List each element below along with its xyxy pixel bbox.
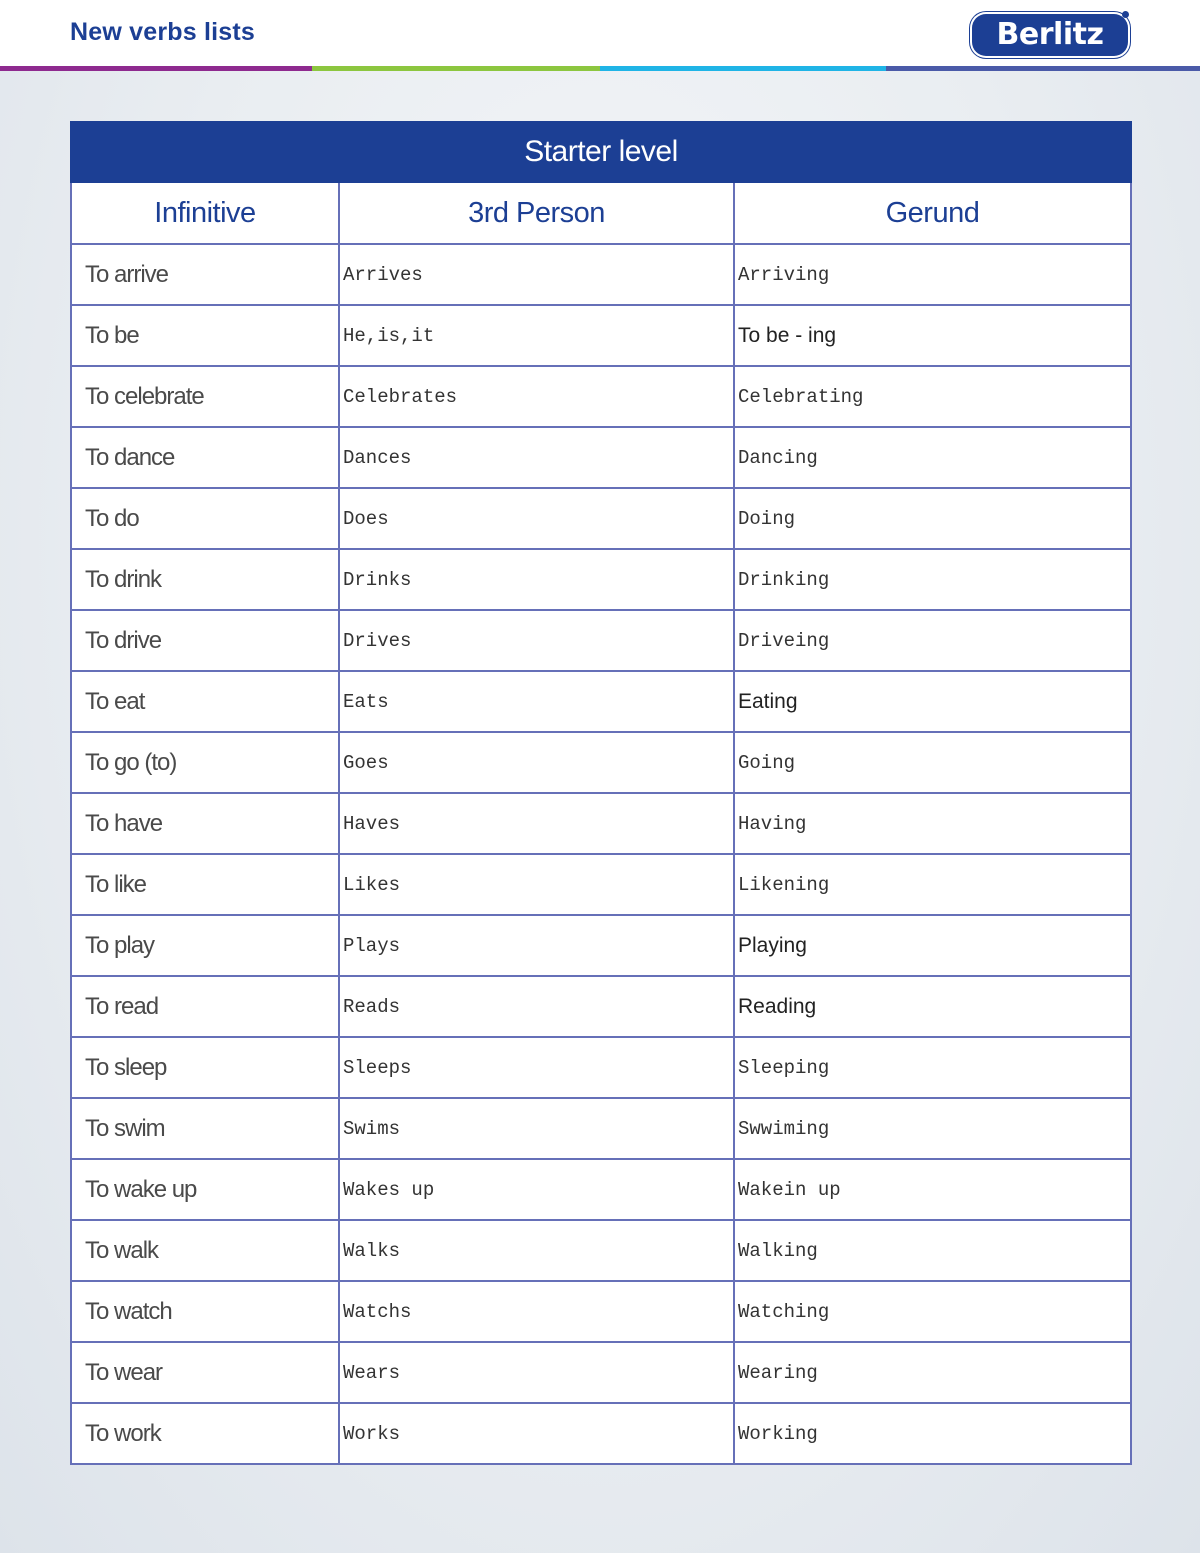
cell-3rd-person: Goes [339,732,734,793]
cell-3rd-person: Drinks [339,549,734,610]
stripe-segment-green [312,66,600,71]
cell-gerund: Going [734,732,1131,793]
verbs-table [70,121,1132,1465]
cell-gerund: Reading [734,976,1131,1037]
cell-gerund: Eating [734,671,1131,732]
cell-gerund: Arriving [734,244,1131,305]
column-header-infinitive: Infinitive [71,182,339,244]
cell-3rd-person: Watchs [339,1281,734,1342]
cell-infinitive: To walk [71,1220,339,1281]
cell-3rd-person: Eats [339,671,734,732]
cell-3rd-person: Sleeps [339,1037,734,1098]
table-row [71,1159,1131,1220]
table-row [71,915,1131,976]
cell-gerund: Working [734,1403,1131,1464]
cell-infinitive: To play [71,915,339,976]
cell-infinitive: To swim [71,1098,339,1159]
cell-infinitive: To wake up [71,1159,339,1220]
cell-gerund: Swwiming [734,1098,1131,1159]
table-row [71,1281,1131,1342]
table-row [71,610,1131,671]
table-row [71,671,1131,732]
cell-infinitive: To read [71,976,339,1037]
cell-infinitive: To have [71,793,339,854]
column-header-gerund: Gerund [734,182,1131,244]
table-row [71,366,1131,427]
table-row [71,305,1131,366]
cell-3rd-person: Arrives [339,244,734,305]
table-row [71,1342,1131,1403]
cell-3rd-person: Walks [339,1220,734,1281]
cell-3rd-person: Wears [339,1342,734,1403]
cell-gerund: Sleeping [734,1037,1131,1098]
cell-infinitive: To be [71,305,339,366]
cell-infinitive: To eat [71,671,339,732]
cell-3rd-person: Reads [339,976,734,1037]
cell-3rd-person: Celebrates [339,366,734,427]
cell-infinitive: To drive [71,610,339,671]
cell-gerund: Celebrating [734,366,1131,427]
column-header-3rd-person: 3rd Person [339,182,734,244]
table-row [71,793,1131,854]
cell-gerund: Having [734,793,1131,854]
table-row [71,1403,1131,1464]
cell-gerund: Walking [734,1220,1131,1281]
berlitz-logo [972,14,1128,56]
registered-mark-icon [1122,11,1129,18]
cell-gerund: Watching [734,1281,1131,1342]
table-row [71,1220,1131,1281]
cell-3rd-person: Does [339,488,734,549]
cell-infinitive: To sleep [71,1037,339,1098]
table-body [71,244,1131,1464]
cell-3rd-person: Likes [339,854,734,915]
cell-infinitive: To arrive [71,244,339,305]
cell-gerund: To be - ing [734,305,1131,366]
cell-3rd-person: Plays [339,915,734,976]
table-row [71,549,1131,610]
cell-infinitive: To celebrate [71,366,339,427]
cell-3rd-person: Works [339,1403,734,1464]
cell-gerund: Drinking [734,549,1131,610]
stripe-segment-blue [886,66,1200,71]
cell-3rd-person: Swims [339,1098,734,1159]
cell-3rd-person: Haves [339,793,734,854]
cell-gerund: Doing [734,488,1131,549]
table-row [71,854,1131,915]
table-row [71,976,1131,1037]
cell-infinitive: To do [71,488,339,549]
cell-infinitive: To dance [71,427,339,488]
header-color-stripe [0,66,1200,71]
cell-infinitive: To like [71,854,339,915]
table-row [71,427,1131,488]
stripe-segment-cyan [600,66,886,71]
cell-3rd-person: Drives [339,610,734,671]
table-row [71,244,1131,305]
table-row [71,732,1131,793]
cell-infinitive: To wear [71,1342,339,1403]
cell-gerund: Dancing [734,427,1131,488]
cell-gerund: Playing [734,915,1131,976]
cell-3rd-person: He,is,it [339,305,734,366]
cell-gerund: Driveing [734,610,1131,671]
logo-text: Berlitz [996,17,1104,52]
table-row [71,1098,1131,1159]
cell-3rd-person: Wakes up [339,1159,734,1220]
page-header [0,0,1200,66]
table-row [71,488,1131,549]
cell-gerund: Likening [734,854,1131,915]
cell-infinitive: To work [71,1403,339,1464]
cell-gerund: Wearing [734,1342,1131,1403]
page-title: New verbs lists [70,18,256,46]
cell-3rd-person: Dances [339,427,734,488]
table-banner: Starter level [71,122,1131,182]
stripe-segment-purple [0,66,312,71]
cell-gerund: Wakein up [734,1159,1131,1220]
cell-infinitive: To go (to) [71,732,339,793]
cell-infinitive: To drink [71,549,339,610]
table-row [71,1037,1131,1098]
cell-infinitive: To watch [71,1281,339,1342]
